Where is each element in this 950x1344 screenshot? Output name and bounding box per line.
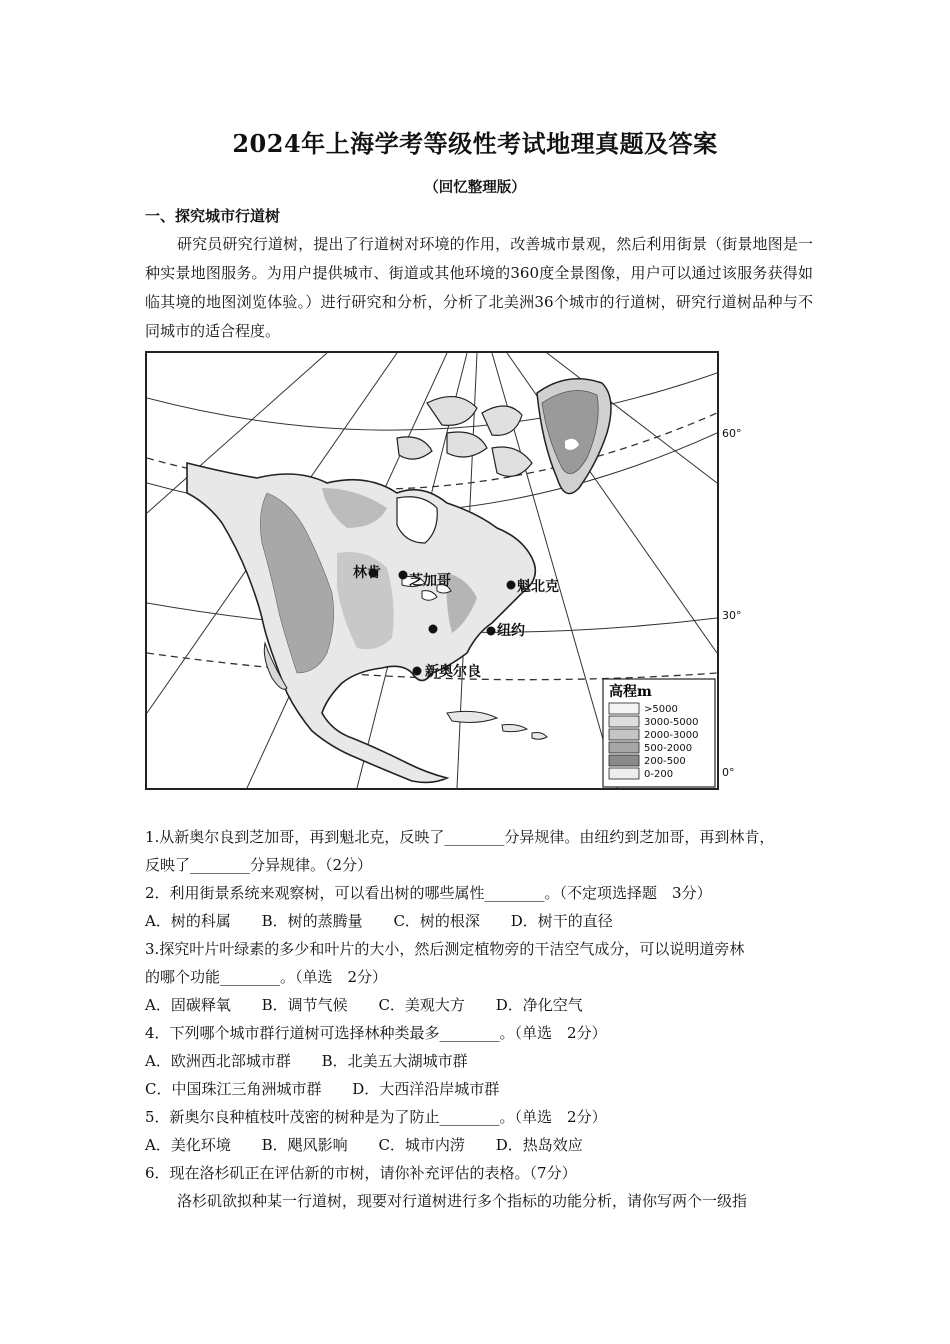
q1-line2: 反映了________分异规律。（2分） [145, 856, 373, 874]
q2-option-b: B．树的蒸腾量 [261, 912, 363, 930]
north-america-elevation-map [145, 351, 719, 790]
q3-options [145, 991, 820, 1019]
q3-option-a: A．固碳释氧 [145, 996, 231, 1014]
center-marker [429, 625, 438, 634]
elevation-legend [603, 679, 715, 787]
document-subtitle: （回忆整理版） [424, 179, 526, 196]
q3-line1: 3.探究叶片叶绿素的多少和叶片的大小，然后测定植物旁的干洁空气成分，可以说明道旁林 [145, 940, 745, 958]
label-linken: 林肯 [353, 565, 381, 581]
quebec-marker [507, 581, 516, 590]
newyork-marker [487, 627, 496, 636]
arctic-islands [397, 397, 532, 477]
label-neworleans: 新奥尔良 [425, 664, 481, 680]
caribbean-islands [447, 711, 547, 739]
q4-option-b: B．北美五大湖城市群 [321, 1052, 468, 1070]
label-newyork: 纽约 [497, 623, 525, 639]
legend-title: 高程m [609, 684, 652, 700]
document-title: 2024年上海学考等级性考试地理真题及答案 [232, 129, 718, 158]
q5-option-a: A．美化环境 [145, 1136, 231, 1154]
q6: 6．现在洛杉矶正在评估新的市树，请你补充评估的表格。（7分） [145, 1164, 577, 1182]
q3-option-d: D．净化空气 [495, 996, 583, 1014]
legend-label-1: >5000 [644, 704, 678, 715]
q4: 4．下列哪个城市群行道树可选择林种类最多________。（单选 2分） [145, 1024, 607, 1042]
label-chicago: 芝加哥 [409, 573, 451, 589]
legend-swatch-6 [609, 768, 639, 779]
legend-swatch-1 [609, 703, 639, 714]
label-quebec: 魁北克 [517, 579, 559, 595]
neworleans-marker [413, 667, 422, 676]
q3-option-b: B．调节气候 [261, 996, 348, 1014]
q2-option-d: D．树干的直径 [510, 912, 613, 930]
q4-options-row1 [145, 1047, 820, 1075]
q2: 2．利用街景系统来观察树，可以看出树的哪些属性________。（不定项选择题 3分） [145, 884, 712, 902]
q1-line1: 1.从新奥尔良到芝加哥，再到魁北克，反映了________分异规律。由纽约到芝加哥，再到林肯， [145, 828, 775, 846]
q5-option-c: C．城市内涝 [378, 1136, 465, 1154]
q4-option-d: D．大西洋沿岸城市群 [352, 1080, 500, 1098]
q4-options-row2 [145, 1075, 820, 1103]
legend-swatch-4 [609, 742, 639, 753]
q2-option-a: A．树的科属 [145, 912, 231, 930]
legend-label-5: 200-500 [644, 756, 686, 767]
q4-option-a: A．欧洲西北部城市群 [145, 1052, 291, 1070]
legend-swatch-3 [609, 729, 639, 740]
q3-line2: 的哪个功能________。（单选 2分） [145, 968, 388, 986]
q6-text: 洛杉矶欲拟种某一行道树，现要对行道树进行多个指标的功能分析，请你写两个一级指 [177, 1192, 748, 1210]
legend-label-4: 500-2000 [644, 743, 693, 754]
q5: 5．新奥尔良种植枝叶茂密的树种是为了防止________。（单选 2分） [145, 1108, 607, 1126]
q4-option-c: C．中国珠江三角洲城市群 [145, 1080, 322, 1098]
q5-option-d: D．热岛效应 [495, 1136, 583, 1154]
chicago-marker [399, 571, 408, 580]
q5-option-b: B．飓风影响 [261, 1136, 348, 1154]
q3-option-c: C．美观大方 [378, 996, 465, 1014]
questions-block [145, 823, 820, 1215]
q2-option-c: C．树的根深 [393, 912, 480, 930]
legend-swatch-5 [609, 755, 639, 766]
q5-options [145, 1131, 820, 1159]
q2-options [145, 907, 820, 935]
map-canvas [147, 353, 717, 788]
legend-label-6: 0-200 [644, 769, 674, 780]
legend-swatch-2 [609, 716, 639, 727]
intro-paragraph: 研究员研究行道树，提出了行道树对环境的作用，改善城市景观，然后利用街景（街景地图是一种实景地图服务。为用户提供城市、街道或其他环境的360度全景图像，用户可以通过该服务获得如临其境的地图浏览体验。）进行研究和分析，分析了北美洲36个城市的行道树，研究行道树品种与不同城市的适合程度。 [145, 235, 813, 340]
lat-0-label: 0° [722, 766, 735, 779]
lat-30-label: 30° [722, 609, 742, 622]
section-heading: 一、探究城市行道树 [145, 207, 281, 225]
lat-60-label: 60° [722, 427, 742, 440]
legend-label-3: 2000-3000 [644, 730, 699, 741]
legend-label-2: 3000-5000 [644, 717, 699, 728]
